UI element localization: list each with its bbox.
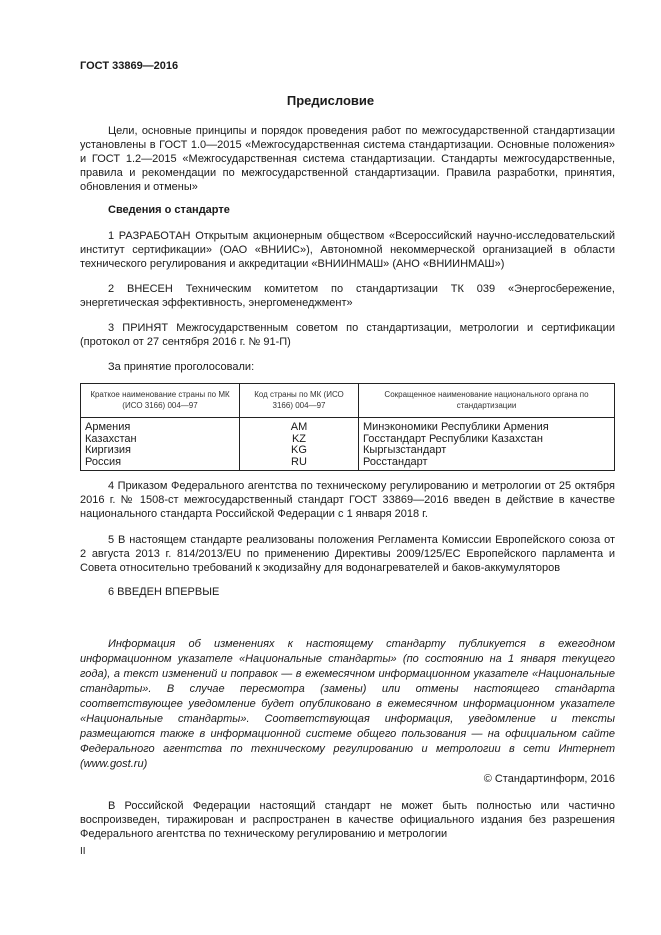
item-introduced-first: 6 ВВЕДЕН ВПЕРВЫЕ xyxy=(108,586,220,598)
header-code: Код страны по МК (ИСО 3166) 004—97 xyxy=(240,384,359,418)
page-number: II xyxy=(80,846,86,857)
cell-org: Минэкономики Республики Армения xyxy=(359,418,615,434)
cell-org: Росстандарт xyxy=(359,457,615,471)
intro-paragraph: Цели, основные принципы и порядок проведения работ по межгосударственной стандартизации установлены в ГОСТ 1.0—2015 «Межгосударственная система стандартизации. Основные положения» и ГОСТ 1.2—2015 «Межгосударственная система стандартизации. Стандарты межгосударственные, правила и рекомендации по межгосударственной стандартизации. Правила разработки, принятия, обновления и отмены» xyxy=(80,125,615,193)
header-country: Краткое наименование страны по МК (ИСО 3166) 004—97 xyxy=(81,384,240,418)
table-row xyxy=(81,418,615,434)
cell-org: Госстандарт Республики Казахстан xyxy=(359,434,615,446)
vote-table xyxy=(80,383,615,471)
header-org: Сокращенное наименование национального органа по стандартизации xyxy=(359,384,615,418)
copyright: © Стандартинформ, 2016 xyxy=(483,773,615,785)
cell-code: KZ xyxy=(240,434,359,446)
item-order: 4 Приказом Федерального агентства по техническому регулированию и метрологии от 25 октября 2016 г. № 1508-ст межгосударственный стандарт ГОСТ 33869—2016 введен в действие в качестве национального стандарта Российской Федерации с 1 января 2018 г. xyxy=(80,480,615,520)
amendments-notice: Информация об изменениях к настоящему стандарту публикуется в ежегодном информационном указателе «Национальные стандарты» (по состоянию на 1 января текущего года), а текст изменений и поправок — в ежемесячном информационном указателе «Национальные стандарты». В случае пересмотра (замены) или отмены настоящего стандарта соответствующее уведомление будет опубликовано в ежемесячном информационном указателе «Национальные стандарты». Соответствующая информация, уведомление и тексты размещаются также в информационной системе общего пользования — на официальном сайте Федерального агентства по техническому регулированию и метрологии в сети Интернет (www.gost.ru) xyxy=(80,638,615,770)
table-row xyxy=(81,434,615,446)
item-submitted: 2 ВНЕСЕН Техническим комитетом по стандартизации ТК 039 «Энергосбережение, энергетическая эффективность, энергоменеджмент» xyxy=(80,283,615,309)
cell-country: Армения xyxy=(81,418,240,434)
item-developed: 1 РАЗРАБОТАН Открытым акционерным обществом «Всероссийский научно-исследовательский институт сертификации» (ОАО «ВНИИС»), Автономной некоммерческой организацией в области технического регулирования и аккредитации «ВНИИНМАШ» (АНО «ВНИИНМАШ») xyxy=(80,230,615,270)
table-row xyxy=(81,445,615,457)
cell-country: Киргизия xyxy=(81,445,240,457)
info-heading: Сведения о стандарте xyxy=(108,204,230,216)
cell-country: Казахстан xyxy=(81,434,240,446)
cell-org: Кыргызстандарт xyxy=(359,445,615,457)
cell-code: KG xyxy=(240,445,359,457)
document-code-header: ГОСТ 33869—2016 xyxy=(80,60,179,72)
vote-table-header xyxy=(81,384,615,418)
cell-code: AM xyxy=(240,418,359,434)
rights-notice: В Российской Федерации настоящий стандарт не может быть полностью или частично воспроизведен, тиражирован и распространен в качестве официального издания без разрешения Федерального агентства по техническому регулированию и метрологии xyxy=(80,800,615,840)
item-eu-regulation: 5 В настоящем стандарте реализованы положения Регламента Комиссии Европейского союза от 2 августа 2013 г. 814/2013/EU по применению Директивы 2009/125/ЕС Европейского парламента и Совета относительно требований к экодизайну для водонагревателей и баков-аккумуляторов xyxy=(80,534,615,574)
item-adopted: 3 ПРИНЯТ Межгосударственным советом по стандартизации, метрологии и сертификации (протокол от 27 сентября 2016 г. № 91-П) xyxy=(80,322,615,348)
table-row xyxy=(81,457,615,471)
vote-intro: За принятие проголосовали: xyxy=(108,361,255,373)
cell-country: Россия xyxy=(81,457,240,471)
page-title: Предисловие xyxy=(286,93,375,108)
cell-code: RU xyxy=(240,457,359,471)
